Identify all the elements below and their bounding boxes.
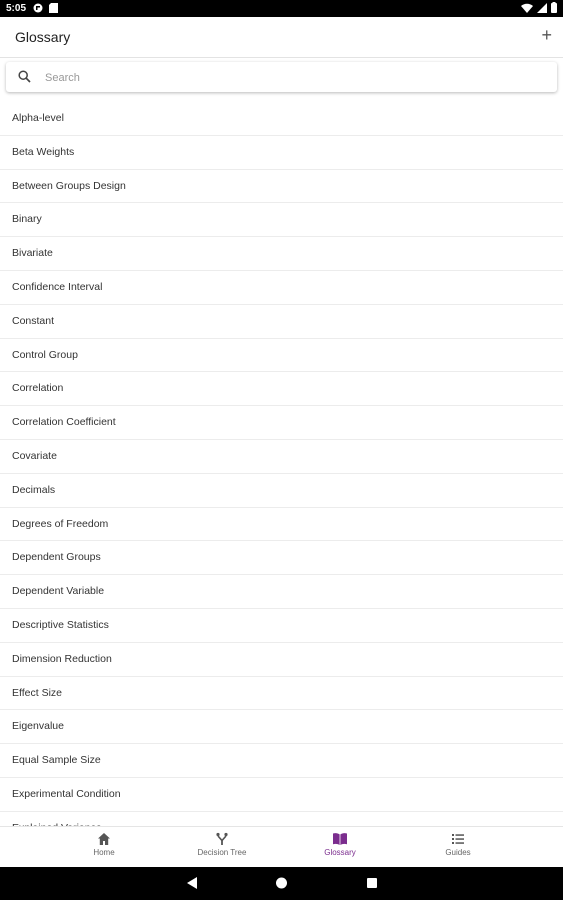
app-bar [0,17,563,58]
nav-label: Decision Tree [197,848,247,857]
list-item[interactable]: Constant [0,305,563,339]
system-nav-bar [0,867,563,900]
add-button[interactable]: + [541,25,552,45]
nav-label: Guides [445,848,471,857]
list-icon [408,832,508,848]
home-icon [54,832,154,848]
list-item[interactable]: Descriptive Statistics [0,609,563,643]
battery-icon [551,2,557,16]
status-right-icons [521,2,557,16]
list-item[interactable]: Correlation [0,372,563,406]
back-icon[interactable] [186,876,198,895]
recents-icon[interactable] [366,876,378,895]
list-item[interactable]: Effect Size [0,677,563,711]
app-notification-icon [33,3,43,16]
list-item[interactable]: Eigenvalue [0,710,563,744]
nav-label: Glossary [324,848,356,857]
list-item[interactable]: Dependent Groups [0,541,563,575]
status-time: 5:05 [6,3,27,14]
nav-label: Home [93,848,115,857]
home-button-icon[interactable] [275,876,288,895]
list-item[interactable]: Dimension Reduction [0,643,563,677]
list-item[interactable]: Correlation Coefficient [0,406,563,440]
list-item[interactable]: Dependent Variable [0,575,563,609]
list-item[interactable]: Degrees of Freedom [0,508,563,542]
nav-guides[interactable] [408,832,508,857]
list-item[interactable]: Binary [0,203,563,237]
list-item[interactable]: Beta Weights [0,136,563,170]
sd-card-icon [49,3,58,16]
list-item[interactable]: Equal Sample Size [0,744,563,778]
search-icon [18,70,31,88]
signal-icon [537,3,547,16]
book-icon [290,832,390,848]
list-item[interactable]: Decimals [0,474,563,508]
list-item[interactable]: Covariate [0,440,563,474]
page-title: Glossary [15,29,71,45]
list-item[interactable]: Control Group [0,339,563,373]
list-item[interactable]: Bivariate [0,237,563,271]
list-item[interactable]: Confidence Interval [0,271,563,305]
glossary-list [0,102,563,826]
list-item[interactable]: Experimental Condition [0,778,563,812]
nav-home[interactable] [54,832,154,857]
status-bar [0,0,563,17]
list-item[interactable]: Between Groups Design [0,170,563,204]
decision-tree-icon [172,832,272,848]
nav-decision-tree[interactable] [172,832,272,857]
search-bar [6,62,557,92]
nav-glossary[interactable] [290,832,390,857]
search-input[interactable] [43,67,547,89]
list-item[interactable]: Alpha-level [0,102,563,136]
bottom-nav [0,826,563,868]
wifi-icon [521,3,533,16]
